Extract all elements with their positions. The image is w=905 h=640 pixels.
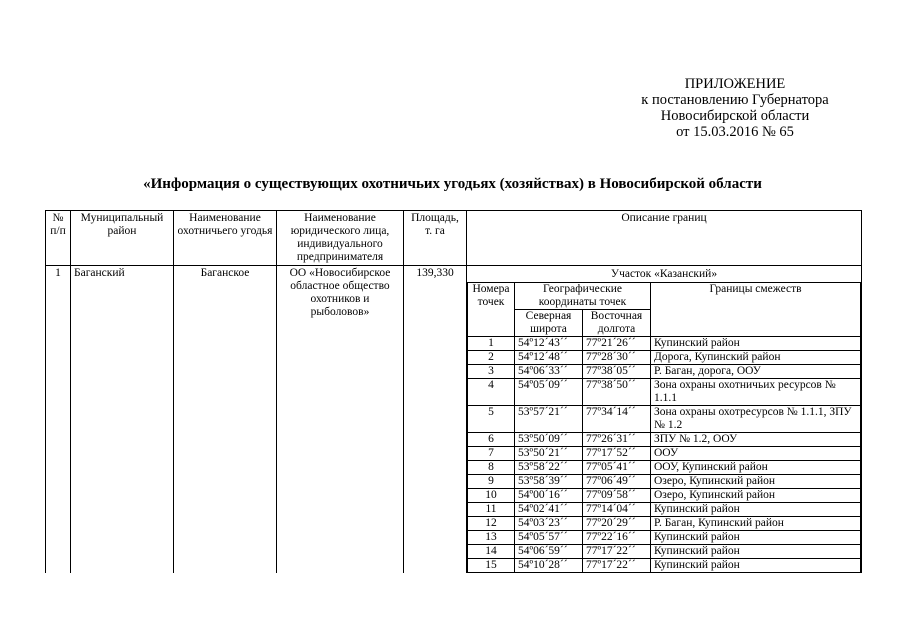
sub-header-points: Номера точек bbox=[468, 283, 515, 337]
row-land: Баганское bbox=[174, 266, 277, 574]
table-row bbox=[468, 489, 861, 503]
hunting-lands-table bbox=[45, 210, 862, 573]
point-adjacency: Озеро, Купинский район bbox=[651, 475, 861, 489]
point-latitude: 54º00´16´´ bbox=[515, 489, 583, 503]
point-number: 11 bbox=[468, 503, 515, 517]
point-adjacency: Купинский район bbox=[651, 531, 861, 545]
coordinates-header-row bbox=[468, 283, 861, 310]
row-num: 1 bbox=[46, 266, 71, 574]
coordinates-table bbox=[467, 282, 861, 573]
point-number: 1 bbox=[468, 337, 515, 351]
point-longitude: 77º38´50´´ bbox=[583, 379, 651, 406]
point-latitude: 53º58´22´´ bbox=[515, 461, 583, 475]
point-latitude: 54º12´43´´ bbox=[515, 337, 583, 351]
point-adjacency: Купинский район bbox=[651, 337, 861, 351]
point-number: 5 bbox=[468, 406, 515, 433]
point-longitude: 77º20´29´´ bbox=[583, 517, 651, 531]
appendix-date: от 15.03.2016 № 65 bbox=[676, 124, 794, 140]
table-row bbox=[468, 517, 861, 531]
table-row bbox=[468, 475, 861, 489]
table-row bbox=[468, 461, 861, 475]
point-latitude: 53º58´39´´ bbox=[515, 475, 583, 489]
table-header-row bbox=[46, 211, 862, 266]
point-longitude: 77º09´58´´ bbox=[583, 489, 651, 503]
point-number: 9 bbox=[468, 475, 515, 489]
point-number: 6 bbox=[468, 433, 515, 447]
table-row bbox=[468, 406, 861, 433]
point-number: 15 bbox=[468, 559, 515, 573]
appendix-decree: к постановлению Губернатора bbox=[641, 92, 829, 108]
point-latitude: 54º12´48´´ bbox=[515, 351, 583, 365]
appendix-block bbox=[600, 76, 870, 140]
point-number: 2 bbox=[468, 351, 515, 365]
point-number: 3 bbox=[468, 365, 515, 379]
row-boundary-description bbox=[467, 266, 862, 574]
point-longitude: 77º38´05´´ bbox=[583, 365, 651, 379]
table-row bbox=[468, 365, 861, 379]
table-row bbox=[468, 337, 861, 351]
row-district: Баганский bbox=[71, 266, 174, 574]
point-latitude: 54º06´33´´ bbox=[515, 365, 583, 379]
point-number: 12 bbox=[468, 517, 515, 531]
point-latitude: 53º50´09´´ bbox=[515, 433, 583, 447]
point-longitude: 77º14´04´´ bbox=[583, 503, 651, 517]
point-longitude: 77º34´14´´ bbox=[583, 406, 651, 433]
table-row bbox=[46, 266, 862, 574]
header-num: № п/п bbox=[46, 211, 71, 266]
table-row bbox=[468, 559, 861, 573]
sub-header-geo: Географические координаты точек bbox=[515, 283, 651, 310]
point-number: 13 bbox=[468, 531, 515, 545]
table-row bbox=[468, 531, 861, 545]
point-adjacency: ООУ bbox=[651, 447, 861, 461]
point-adjacency: Купинский район bbox=[651, 503, 861, 517]
point-longitude: 77º05´41´´ bbox=[583, 461, 651, 475]
document-title: «Информация о существующих охотничьих угодьях (хозяйствах) в Новосибирской области bbox=[143, 176, 762, 192]
point-number: 4 bbox=[468, 379, 515, 406]
row-area: 139,330 bbox=[404, 266, 467, 574]
point-longitude: 77º26´31´´ bbox=[583, 433, 651, 447]
table-row bbox=[468, 433, 861, 447]
point-adjacency: Р. Баган, дорога, ООУ bbox=[651, 365, 861, 379]
point-longitude: 77º06´49´´ bbox=[583, 475, 651, 489]
point-longitude: 77º21´26´´ bbox=[583, 337, 651, 351]
plot-name: Участок «Казанский» bbox=[610, 268, 718, 280]
point-adjacency: Дорога, Купинский район bbox=[651, 351, 861, 365]
point-adjacency: ООУ, Купинский район bbox=[651, 461, 861, 475]
point-latitude: 54º06´59´´ bbox=[515, 545, 583, 559]
point-number: 7 bbox=[468, 447, 515, 461]
point-latitude: 54º05´57´´ bbox=[515, 531, 583, 545]
point-latitude: 53º50´21´´ bbox=[515, 447, 583, 461]
table-row bbox=[468, 503, 861, 517]
header-bounds: Описание границ bbox=[467, 211, 862, 266]
header-district: Муниципальный район bbox=[71, 211, 174, 266]
point-adjacency: Зона охраны охотничьих ресурсов № 1.1.1 bbox=[651, 379, 861, 406]
point-adjacency: Р. Баган, Купинский район bbox=[651, 517, 861, 531]
sub-header-lon: Восточная долгота bbox=[583, 310, 651, 337]
point-longitude: 77º17´22´´ bbox=[583, 545, 651, 559]
sub-header-lat: Северная широта bbox=[515, 310, 583, 337]
point-longitude: 77º17´22´´ bbox=[583, 559, 651, 573]
row-entity: ОО «Новосибирское областное общество охотников и рыболовов» bbox=[277, 266, 404, 574]
point-number: 14 bbox=[468, 545, 515, 559]
header-area: Площадь, т. га bbox=[404, 211, 467, 266]
point-adjacency: Купинский район bbox=[651, 545, 861, 559]
table-row bbox=[468, 351, 861, 365]
point-latitude: 54º10´28´´ bbox=[515, 559, 583, 573]
point-longitude: 77º28´30´´ bbox=[583, 351, 651, 365]
point-latitude: 53º57´21´´ bbox=[515, 406, 583, 433]
header-entity: Наименование юридического лица, индивидуального предпринимателя bbox=[277, 211, 404, 266]
appendix-region: Новосибирской области bbox=[660, 108, 810, 124]
point-longitude: 77º17´52´´ bbox=[583, 447, 651, 461]
point-longitude: 77º22´16´´ bbox=[583, 531, 651, 545]
appendix-title: ПРИЛОЖЕНИЕ bbox=[684, 76, 786, 92]
point-adjacency: Зона охраны охотресурсов № 1.1.1, ЗПУ № 1.2 bbox=[651, 406, 861, 433]
point-number: 8 bbox=[468, 461, 515, 475]
table-row bbox=[468, 545, 861, 559]
sub-header-adjacency: Границы смежеств bbox=[651, 283, 861, 337]
point-adjacency: ЗПУ № 1.2, ООУ bbox=[651, 433, 861, 447]
point-latitude: 54º03´23´´ bbox=[515, 517, 583, 531]
point-adjacency: Купинский район bbox=[651, 559, 861, 573]
point-adjacency: Озеро, Купинский район bbox=[651, 489, 861, 503]
header-land: Наименование охотничьего угодья bbox=[174, 211, 277, 266]
table-row bbox=[468, 379, 861, 406]
point-latitude: 54º05´09´´ bbox=[515, 379, 583, 406]
point-number: 10 bbox=[468, 489, 515, 503]
point-latitude: 54º02´41´´ bbox=[515, 503, 583, 517]
table-row bbox=[468, 447, 861, 461]
